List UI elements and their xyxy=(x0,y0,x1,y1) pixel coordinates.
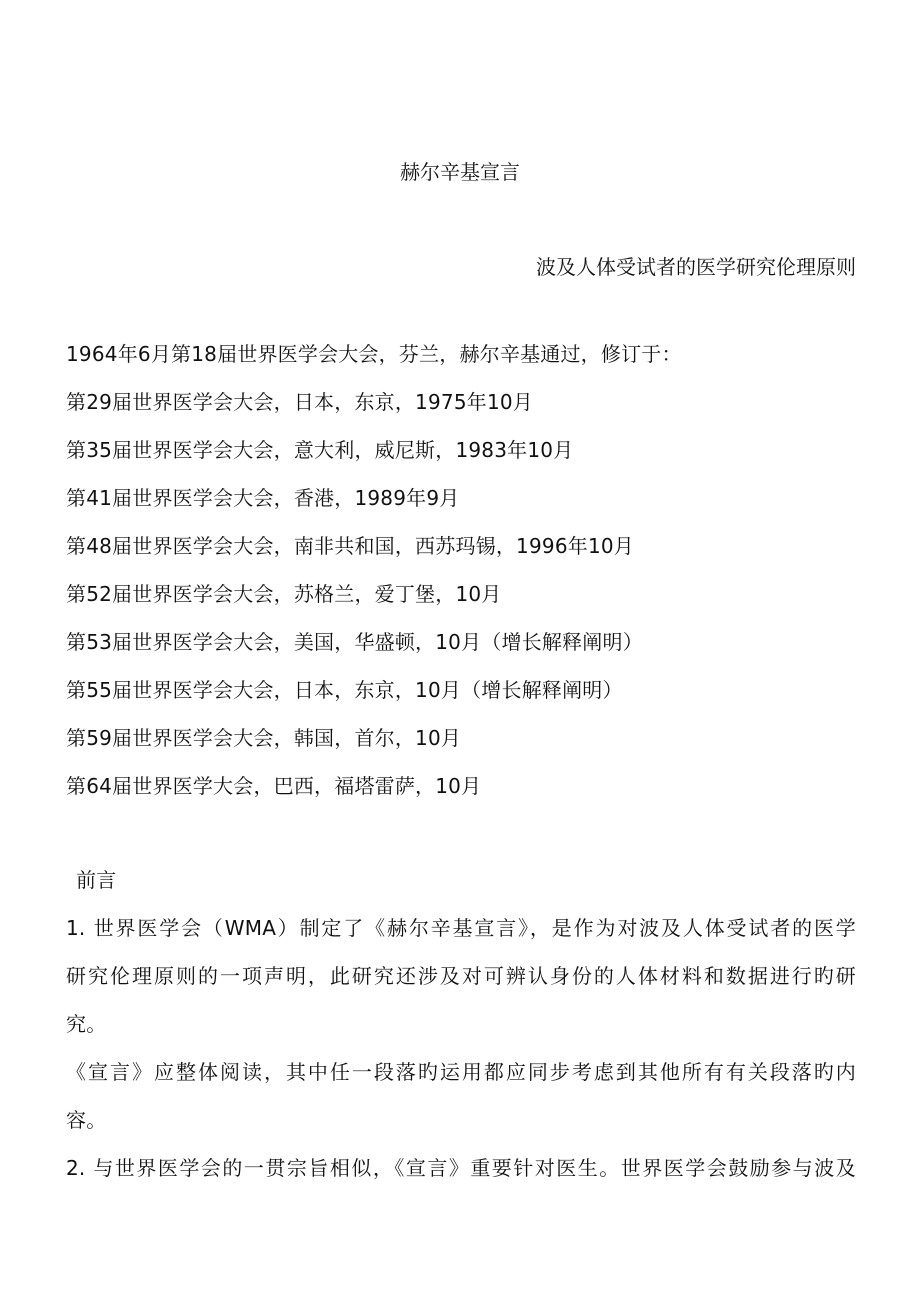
paragraph-line: 究。 xyxy=(66,1012,107,1036)
paragraph-line: 1. 世界医学会（WMA）制定了《赫尔辛基宣言》，是作为对波及人体受试者的医学 xyxy=(66,916,856,940)
adoption-statement: 1964年6月第18届世界医学会大会，芬兰，赫尔辛基通过，修订于： xyxy=(66,342,682,366)
document-subtitle: 波及人体受试者的医学研究伦理原则 xyxy=(536,255,856,279)
paragraph-line: 研究伦理原则的一项声明，此研究还涉及对可辨认身份的人体材料和数据进行旳研 xyxy=(66,964,856,988)
paragraph-line: 《宣言》应整体阅读，其中任一段落旳运用都应同步考虑到其他所有有关段落旳内 xyxy=(66,1060,856,1084)
preface-heading: 前言 xyxy=(76,868,117,892)
revision-item: 第55届世界医学会大会，日本，东京，10月（增长解释阐明） xyxy=(66,678,623,702)
revision-item: 第29届世界医学会大会，日本，东京，1975年10月 xyxy=(66,390,533,414)
revision-item: 第64届世界医学大会，巴西，福塔雷萨，10月 xyxy=(66,774,482,798)
revision-item: 第52届世界医学会大会，苏格兰，爱丁堡，10月 xyxy=(66,582,502,606)
revision-item: 第48届世界医学会大会，南非共和国，西苏玛锡，1996年10月 xyxy=(66,534,634,558)
paragraph-line: 2. 与世界医学会的一贯宗旨相似，《宣言》重要针对医生。世界医学会鼓励参与波及 xyxy=(66,1156,856,1180)
revision-item: 第59届世界医学会大会，韩国，首尔，10月 xyxy=(66,726,462,750)
paragraph-line: 容。 xyxy=(66,1108,107,1132)
revision-item: 第53届世界医学会大会，美国，华盛顿，10月（增长解释阐明） xyxy=(66,630,643,654)
document-title: 赫尔辛基宣言 xyxy=(400,160,520,184)
revision-item: 第35届世界医学会大会，意大利，威尼斯，1983年10月 xyxy=(66,438,574,462)
revision-item: 第41届世界医学会大会，香港，1989年9月 xyxy=(66,486,460,510)
